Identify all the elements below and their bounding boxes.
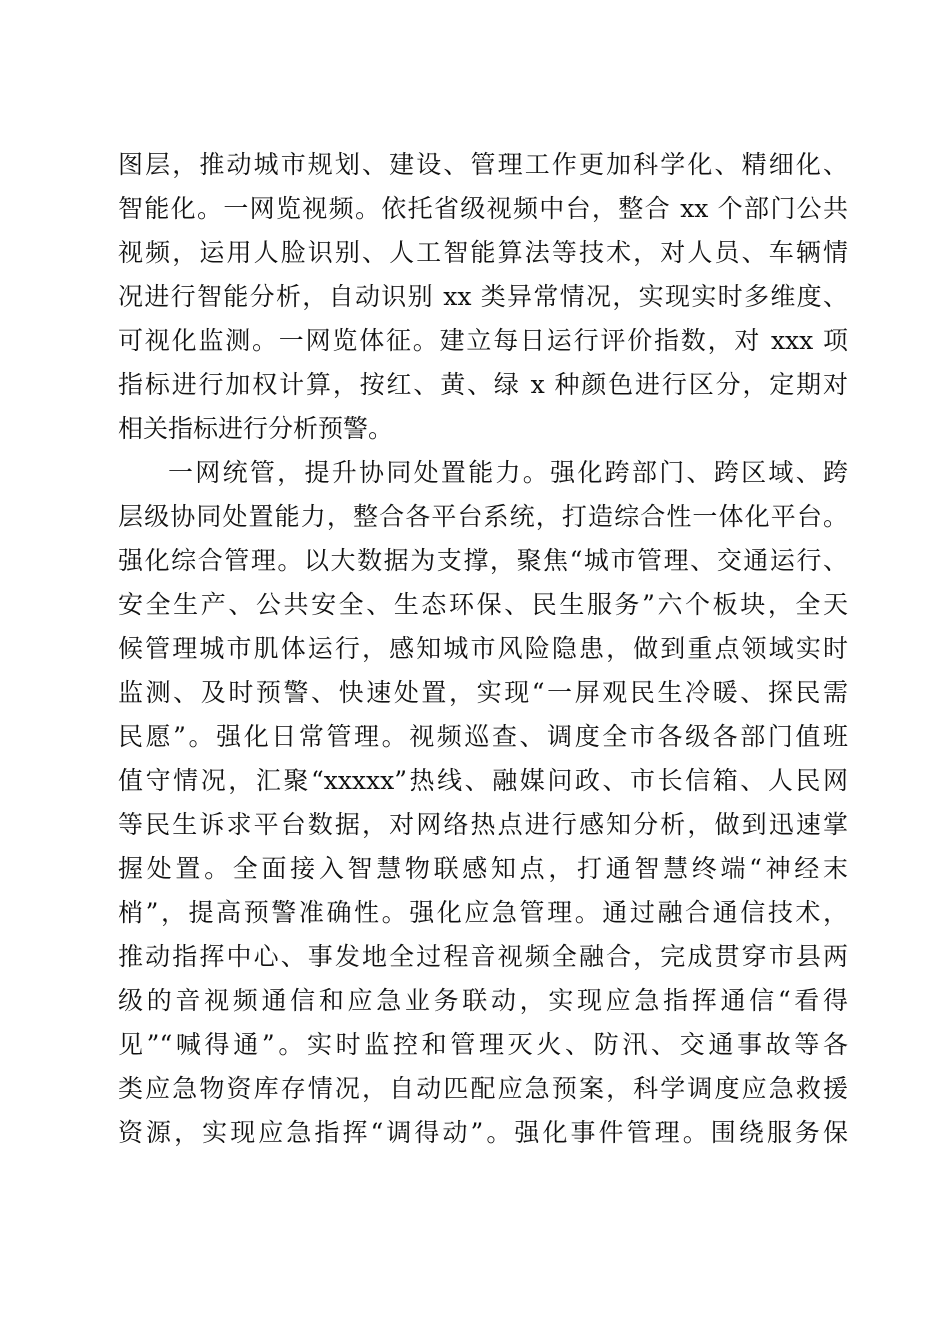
text-line: 握处置。全面接入智慧物联感知点，打通智慧终端“神经末 bbox=[118, 854, 848, 883]
text-line: 指标进行加权计算，按红、黄、绿 x 种颜色进行区分，定期对 bbox=[118, 370, 848, 399]
text-line: 监测、及时预警、快速处置，实现“一屏观民生冷暖、探民需 bbox=[118, 678, 848, 707]
text-line: 级的音视频通信和应急业务联动，实现应急指挥通信“看得 bbox=[118, 986, 848, 1015]
text-line: 候管理城市肌体运行，感知城市风险隐患，做到重点领域实时 bbox=[118, 634, 848, 663]
text-line: 等民生诉求平台数据，对网络热点进行感知分析，做到迅速掌 bbox=[118, 810, 848, 839]
text-line: 安全生产、公共安全、生态环保、民生服务”六个板块，全天 bbox=[118, 590, 848, 619]
text-line: 层级协同处置能力，整合各平台系统，打造综合性一体化平台。 bbox=[118, 502, 848, 531]
text-line: 梢”，提高预警准确性。强化应急管理。通过融合通信技术， bbox=[118, 898, 848, 927]
text-line: 可视化监测。一网览体征。建立每日运行评价指数，对 xxx 项 bbox=[118, 326, 848, 355]
paragraph-start-line: 一网统管，提升协同处置能力。强化跨部门、跨区域、跨 bbox=[168, 458, 848, 487]
text-line: 类应急物资库存情况，自动匹配应急预案，科学调度应急救援 bbox=[118, 1074, 848, 1103]
text-line: 见”“喊得通”。实时监控和管理灭火、防汛、交通事故等各 bbox=[118, 1030, 848, 1059]
text-line: 智能化。一网览视频。依托省级视频中台，整合 xx 个部门公共 bbox=[118, 194, 848, 223]
text-line: 视频，运用人脸识别、人工智能算法等技术，对人员、车辆情 bbox=[118, 238, 848, 267]
text-line: 资源，实现应急指挥“调得动”。强化事件管理。围绕服务保 bbox=[118, 1118, 848, 1147]
text-line: 推动指挥中心、事发地全过程音视频全融合，完成贯穿市县两 bbox=[118, 942, 848, 971]
text-line: 值守情况，汇聚“xxxxx”热线、融媒问政、市长信箱、人民网 bbox=[118, 766, 848, 795]
text-line: 民愿”。强化日常管理。视频巡查、调度全市各级各部门值班 bbox=[118, 722, 848, 751]
text-line: 相关指标进行分析预警。 bbox=[118, 414, 394, 443]
text-line: 况进行智能分析，自动识别 xx 类异常情况，实现实时多维度、 bbox=[118, 282, 848, 311]
text-line: 强化综合管理。以大数据为支撑，聚焦“城市管理、交通运行、 bbox=[118, 546, 848, 575]
text-line: 图层，推动城市规划、建设、管理工作更加科学化、精细化、 bbox=[118, 150, 848, 179]
